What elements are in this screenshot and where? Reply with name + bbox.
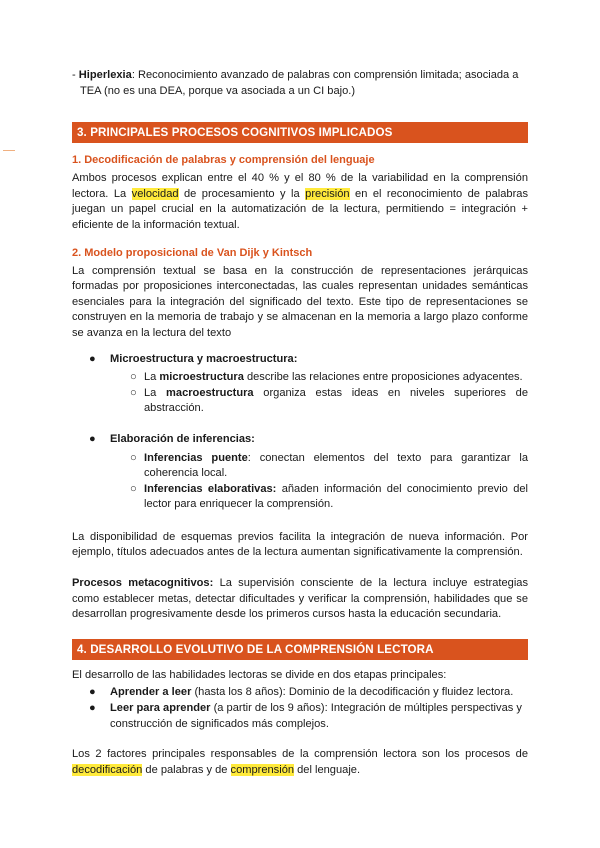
- list-item: [72, 386, 528, 417]
- text-run: en el reconocimiento de palabras juegan un papel crucial en la automatización de la lectura, permitiendo = integración + eficiente de la información textual.: [72, 187, 528, 231]
- sub-list-inferencias: [72, 451, 528, 513]
- circle-bullet-icon: ○: [130, 451, 137, 464]
- stages-list: [72, 685, 528, 732]
- bullet-label: Microestructura y macroestructura:: [110, 352, 298, 365]
- section-4-intro: El desarrollo de las habilidades lectoras se divide en dos etapas principales:: [72, 668, 447, 681]
- closing-paragraph: [72, 747, 528, 778]
- bullet-label: Elaboración de inferencias:: [110, 432, 255, 445]
- text-run: La supervisión consciente de la lectura incluye estrategias como establecer metas, detectar dificultades y verificar la comprensión, habilidades que se desarrollan progresivamente desde los primeros cursos hasta la educación secundaria.: [72, 577, 529, 621]
- text-run: de procesamiento y la: [178, 187, 306, 200]
- highlight-velocidad: velocidad: [131, 187, 179, 200]
- subsection-2-paragraph: La comprensión textual se basa en la construcción de representaciones jerárquicas formadas por proposiciones interconectadas, las cuales representan unidades semánticas esenciales para la integración del significado del texto. Este tipo de representaciones se construyen en la memoria de trabajo y se almacenan en la memoria a largo plazo conforme se avanza en la lectura del texto: [72, 264, 528, 339]
- section-4-heading: 4. DESARROLLO EVOLUTIVO DE LA COMPRENSIÓN LECTORA: [72, 639, 528, 660]
- subsection-1-title: 1. Decodificación de palabras y comprensión del lenguaje: [72, 154, 375, 167]
- highlight-decodificacion: decodificación: [72, 763, 143, 776]
- document-page: [72, 68, 528, 778]
- term: Leer para aprender: [110, 702, 211, 715]
- text-run: (a partir de los 9 años): Integración de múltiples perspectivas y construcción de significados más complejos.: [110, 702, 522, 730]
- bullet-icon: ●: [89, 352, 96, 365]
- list-item: [72, 370, 528, 386]
- circle-bullet-icon: ○: [130, 386, 137, 399]
- circle-bullet-icon: ○: [130, 482, 137, 495]
- metacognitive-paragraph: [72, 576, 528, 623]
- text-run: describe las relaciones entre proposiciones adyacentes.: [243, 371, 523, 384]
- hiperlexia-paragraph: - Hiperlexia: Reconocimiento avanzado de palabras con comprensión limitada; asociada a TEA (no es una DEA, porque va asociada a un CI bajo.): [72, 69, 519, 97]
- circle-bullet-icon: ○: [130, 371, 137, 384]
- text-run: organiza estas ideas en niveles superiores de abstracción.: [144, 386, 528, 415]
- bullet-list-inferencias: [72, 432, 528, 448]
- text-run: La: [144, 371, 160, 384]
- list-item: [72, 352, 528, 368]
- bullet-list-micro: [72, 352, 528, 368]
- text-run: : conectan elementos del texto para garantizar la coherencia local.: [144, 451, 528, 480]
- subsection-2-title: 2. Modelo proposicional de Van Dijk y Kintsch: [72, 246, 313, 259]
- metacognitive-term: Procesos metacognitivos:: [72, 577, 214, 590]
- term: Inferencias elaborativas:: [144, 482, 277, 495]
- text-run: añaden información del conocimiento previo del lector para enriquecer la comprensión.: [144, 482, 528, 511]
- list-item: [72, 432, 528, 448]
- highlight-precision: precisión: [305, 187, 350, 200]
- text-run: Los 2 factores principales responsables de la comprensión lectora son los procesos de: [72, 748, 528, 761]
- subsection-1-paragraph: [72, 171, 528, 233]
- term: macroestructura: [166, 386, 254, 399]
- hiperlexia-term: Hiperlexia: [78, 69, 132, 81]
- text-run: (hasta los 8 años): Dominio de la decodificación y fluidez lectora.: [191, 686, 514, 699]
- sub-list-micro: [72, 370, 528, 417]
- text-run: Ambos procesos explican entre el 40 % y el 80 % de la variabilidad en la comprensión lectora. La: [72, 172, 528, 200]
- term: Aprender a leer: [110, 686, 192, 699]
- list-item: [72, 685, 528, 701]
- bullet-icon: ●: [89, 686, 96, 699]
- term: microestructura: [159, 371, 244, 384]
- text-run: de palabras y de: [142, 763, 231, 776]
- text-run: del lenguaje.: [294, 763, 361, 776]
- schemas-paragraph: La disponibilidad de esquemas previos facilita la integración de nueva información. Por ejemplo, títulos adecuados antes de la lectura aumentan significativamente la comprensión.: [72, 530, 528, 559]
- list-item: [72, 451, 528, 482]
- bullet-icon: ●: [89, 432, 96, 445]
- margin-mark: [3, 150, 15, 151]
- hiperlexia-text: : Reconocimiento avanzado de palabras con comprensión limitada; asociada a TEA (no es una DEA, porque va asociada a un CI bajo.): [80, 69, 519, 97]
- list-item: [72, 701, 528, 732]
- term: Inferencias puente: [144, 451, 248, 464]
- list-item: [72, 482, 528, 513]
- text-run: La: [144, 386, 167, 399]
- bullet-icon: ●: [89, 702, 96, 715]
- section-3-heading: 3. PRINCIPALES PROCESOS COGNITIVOS IMPLICADOS: [72, 122, 528, 143]
- highlight-comprension: comprensión: [230, 763, 295, 776]
